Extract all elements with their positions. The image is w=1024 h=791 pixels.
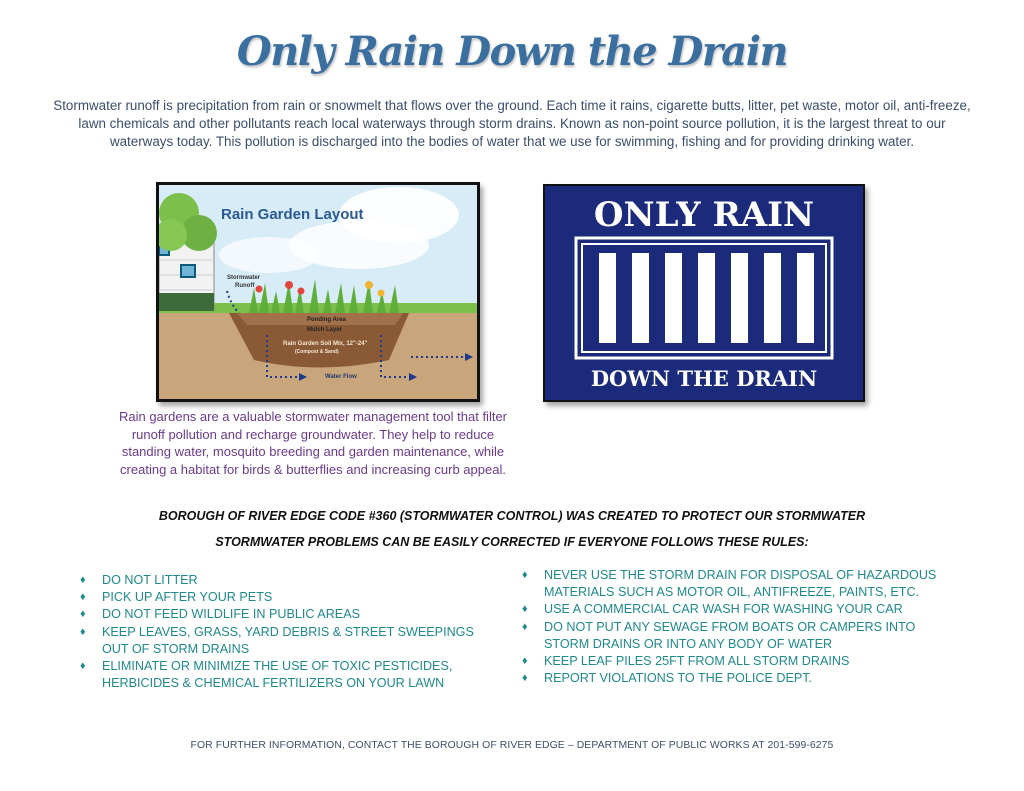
list-item: ♦ DO NOT LITTER <box>80 572 490 589</box>
list-item: ♦ PICK UP AFTER YOUR PETS <box>80 589 490 606</box>
rules-heading: STORMWATER PROBLEMS CAN BE EASILY CORRECTED IF EVERYONE FOLLOWS THESE RULES: <box>215 535 809 549</box>
contact-footer: FOR FURTHER INFORMATION, CONTACT THE BOROUGH OF RIVER EDGE – DEPARTMENT OF PUBLIC WORKS AT 201-599-6275 <box>190 740 834 751</box>
rules-list-left <box>80 572 490 692</box>
down-the-drain-text: DOWN THE DRAIN <box>590 366 818 391</box>
label-stormwater: Stormwater <box>227 275 261 281</box>
rain-garden-diagram <box>159 185 477 399</box>
rain-garden-title: Rain Garden Layout <box>221 206 364 223</box>
list-item: ♦ ELIMINATE OR MINIMIZE THE USE OF TOXIC PESTICIDES, HERBICIDES & CHEMICAL FERTILIZERS ON YOUR LAWN <box>80 658 490 692</box>
label-runoff: Runoff <box>235 283 255 289</box>
list-item: ♦ KEEP LEAVES, GRASS, YARD DEBRIS & STREET SWEEPINGS OUT OF STORM DRAINS <box>80 624 490 658</box>
label-mulch-layer: Mulch Layer <box>307 327 343 333</box>
intro-paragraph: Stormwater runoff is precipitation from rain or snowmelt that flows over the ground. Each time it rains, cigarette butts, litter, pet waste, motor oil, anti-freeze, lawn chemicals and other pollutants reach local waterways through storm drains. Known as non-point source pollution, it is the largest threat to our waterways today. This pollution is discharged into the bodies of water that we use for swimming, fishing and for providing drinking water. <box>53 98 971 149</box>
list-item: ♦ USE A COMMERCIAL CAR WASH FOR WASHING YOUR CAR <box>522 601 952 618</box>
list-item: ♦ DO NOT PUT ANY SEWAGE FROM BOATS OR CAMPERS INTO STORM DRAINS OR INTO ANY BODY OF WATER <box>522 619 952 653</box>
only-rain-text: ONLY RAIN <box>593 195 815 235</box>
label-ponding-area: Ponding Area <box>307 317 346 323</box>
list-item: ♦ REPORT VIOLATIONS TO THE POLICE DEPT. <box>522 670 952 687</box>
rain-garden-layout-image <box>156 182 480 402</box>
label-soil-mix: Rain Garden Soil Mix, 12"-24" <box>283 341 368 347</box>
list-item: ♦ DO NOT FEED WILDLIFE IN PUBLIC AREAS <box>80 606 490 623</box>
rules-list-right <box>522 567 952 687</box>
only-rain-sign <box>545 186 863 400</box>
only-rain-sign-image <box>543 184 865 402</box>
code-notice <box>0 508 1024 551</box>
list-item: ♦ NEVER USE THE STORM DRAIN FOR DISPOSAL OF HAZARDOUS MATERIALS SUCH AS MOTOR OIL, ANTIFREEZE, PAINTS, ETC. <box>522 567 952 601</box>
label-water-flow: Water Flow <box>325 374 357 380</box>
label-soil-sub: (Compost & Sand) <box>295 349 339 355</box>
code-line: BOROUGH OF RIVER EDGE CODE #360 (STORMWATER CONTROL) WAS CREATED TO PROTECT OUR STORMWATER <box>158 509 866 523</box>
page-title: Only Rain Down the Drain <box>236 28 788 75</box>
list-item: ♦ KEEP LEAF PILES 25FT FROM ALL STORM DRAINS <box>522 653 952 670</box>
rain-garden-caption: Rain gardens are a valuable stormwater management tool that filter runoff pollution and recharge groundwater. They help to reduce standing water, mosquito breeding and garden maintenance, while creating a habitat for birds & butterflies and increasing curb appeal. <box>118 409 508 477</box>
